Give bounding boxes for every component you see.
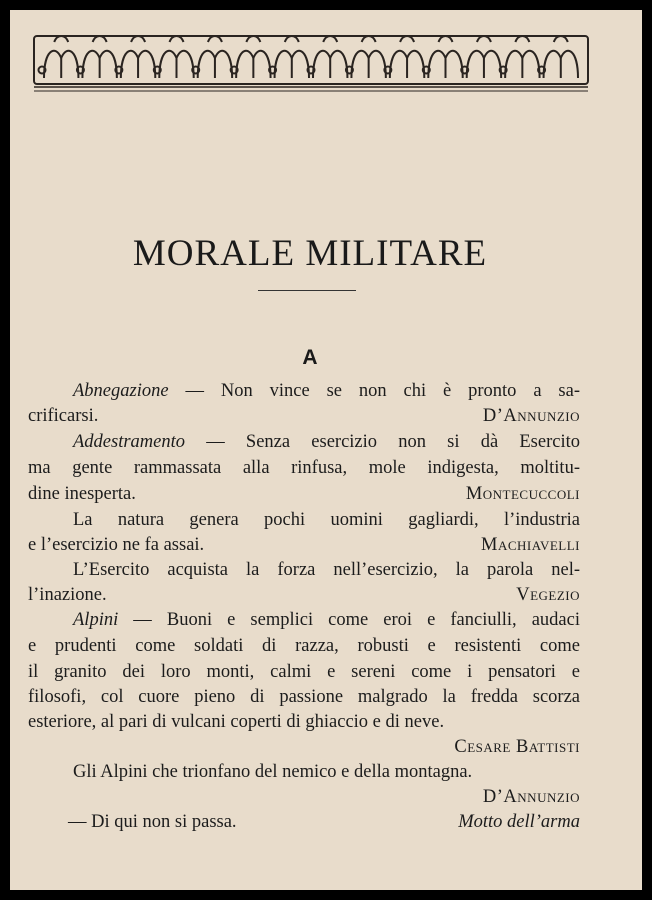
entry-line: Abnegazione — Non vince se non chi è pronto a sa- [73, 381, 580, 401]
book-page [10, 10, 642, 890]
entry-line: il granito dei loro monti, calmi e sereni come i pensatori e [28, 662, 580, 682]
attribution: Motto dell’arma [458, 812, 580, 832]
title-divider [258, 290, 356, 291]
entry-line: Gli Alpini che trionfano del nemico e della montagna. [73, 762, 473, 782]
attribution: Cesare Battisti [454, 737, 580, 757]
entry-term: Abnegazione [73, 381, 169, 401]
entry-line: filosofi, col cuore pieno di passione malgrado la fredda scorza [28, 687, 580, 707]
entry-line: L’Esercito acquista la forza nell’esercizio, la parola nel- [73, 560, 580, 580]
entry-term: Addestramento [73, 432, 186, 452]
entry-line: Addestramento — Senza esercizio non si dà Esercito [73, 432, 580, 452]
entry-term: Alpini [73, 610, 119, 630]
entry-line: crificarsi. [28, 406, 99, 426]
entry-line: e l’esercizio ne fa assai. [28, 535, 205, 555]
entry-line: — Di qui non si passa. [68, 812, 237, 832]
entry-line: La natura genera pochi uomini gagliardi, l’industria [73, 510, 580, 530]
attribution: Vegezio [516, 585, 580, 605]
section-letter: A [302, 346, 318, 369]
entry-line: e prudenti come soldati di razza, robusti e resistenti come [28, 636, 580, 656]
attribution: Machiavelli [481, 535, 580, 555]
entry-line: dine inesperta. [28, 484, 136, 504]
entry-line: esteriore, al pari di vulcani coperti di ghiaccio e di neve. [28, 712, 445, 732]
page-title: MORALE MILITARE [132, 233, 488, 274]
entry-line: Alpini — Buoni e semplici come eroi e fanciulli, audaci [73, 610, 580, 630]
entry-line: l’inazione. [28, 585, 107, 605]
attribution: Montecuccoli [465, 484, 580, 504]
attribution: D’Annunzio [482, 406, 580, 426]
ornamental-header-border [32, 30, 590, 92]
entry-line: ma gente rammassata alla rinfusa, mole indigesta, moltitu- [28, 458, 580, 478]
attribution: D’Annunzio [482, 787, 580, 807]
